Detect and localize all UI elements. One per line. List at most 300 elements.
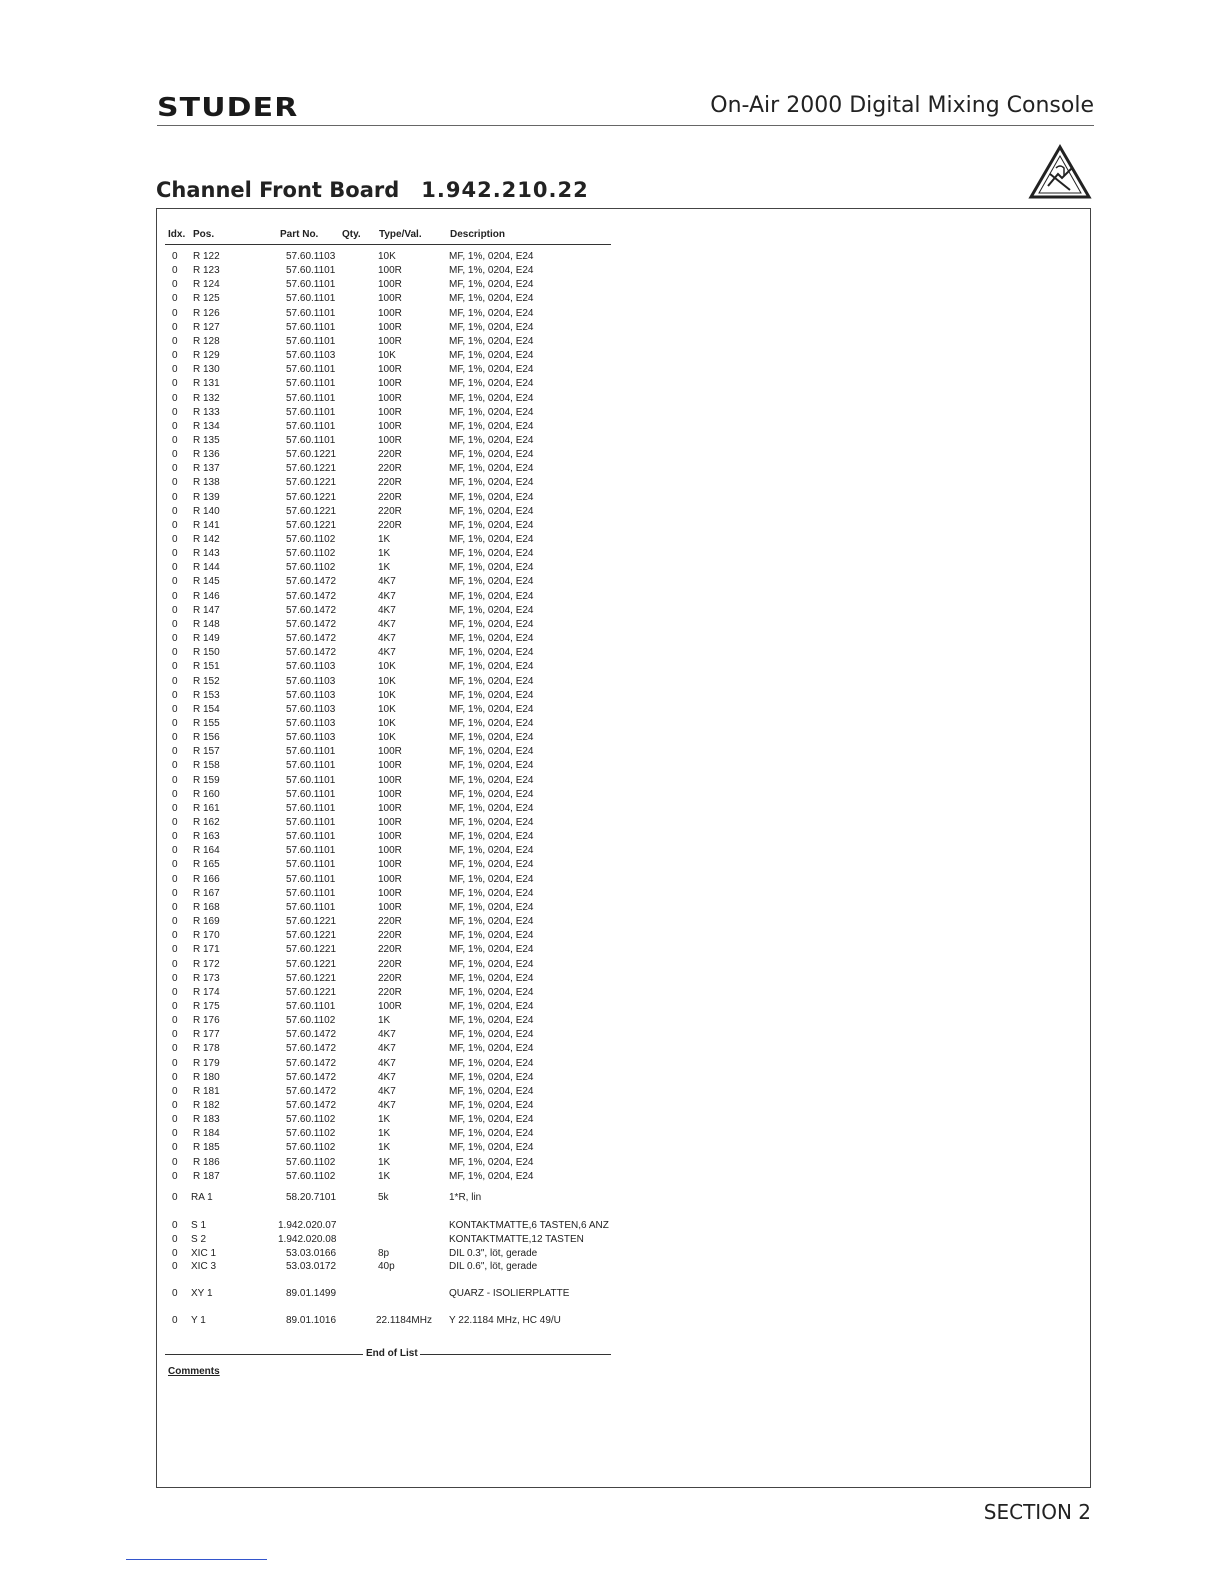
cell-pos: R 155 [193, 717, 220, 729]
cell-type: 100R [378, 901, 402, 913]
cell-idx: 0 [172, 251, 178, 262]
board-name: Channel Front Board [156, 178, 400, 202]
section-label: SECTION 2 [983, 1500, 1091, 1524]
cell-type: 100R [378, 265, 402, 277]
cell-idx: 0 [172, 562, 178, 574]
cell-idx: 0 [172, 1043, 178, 1055]
col-header-idx: Idx. [168, 229, 186, 240]
cell-part: 57.60.1472 [286, 647, 337, 659]
cell-idx: 0 [172, 335, 178, 347]
cell-idx: 0 [172, 1029, 178, 1041]
cell-part: 1.942.020.08 [278, 1234, 337, 1245]
cell-type: 1K [378, 1015, 391, 1027]
cell-part: 57.60.1102 [286, 1170, 336, 1182]
cell-pos: R 164 [193, 845, 220, 857]
cell-pos: R 127 [193, 321, 220, 333]
cell-pos: XY 1 [191, 1288, 213, 1299]
cell-part: 53.03.0166 [286, 1248, 337, 1259]
cell-desc: MF, 1%, 0204, E24 [449, 293, 534, 305]
cell-pos: R 184 [193, 1128, 220, 1140]
cell-desc: DIL 0.6", löt, gerade [449, 1261, 538, 1272]
cell-pos: R 187 [193, 1170, 220, 1182]
cell-part: 57.60.1101 [286, 378, 336, 390]
cell-part: 57.60.1221 [286, 930, 337, 942]
cell-desc: MF, 1%, 0204, E24 [449, 534, 534, 545]
cell-desc: MF, 1%, 0204, E24 [449, 944, 534, 956]
cell-type: 220R [378, 930, 402, 942]
cell-part: 57.60.1472 [286, 1100, 337, 1111]
cell-desc: MF, 1%, 0204, E24 [449, 505, 534, 517]
cell-idx: 0 [172, 958, 178, 970]
cell-part: 57.60.1102 [286, 534, 336, 545]
cell-pos: R 125 [193, 293, 220, 305]
cell-pos: R 159 [193, 774, 220, 786]
cell-type: 100R [378, 392, 402, 404]
cell-pos: Y 1 [191, 1315, 206, 1326]
cell-type: 220R [378, 972, 402, 984]
cell-pos: S 2 [191, 1234, 207, 1245]
cell-pos: RA 1 [191, 1192, 213, 1203]
cell-part: 57.60.1101 [286, 1000, 336, 1012]
cell-type: 10K [378, 675, 396, 687]
cell-part: 57.60.1221 [286, 916, 337, 928]
cell-desc: Y 22.1184 MHz, HC 49/U [449, 1315, 561, 1326]
cell-pos: R 139 [193, 491, 220, 503]
cell-part: 57.60.1101 [286, 817, 336, 828]
cell-desc: MF, 1%, 0204, E24 [449, 321, 534, 333]
cell-type: 100R [378, 774, 402, 786]
cell-idx: 0 [172, 1261, 178, 1272]
cell-idx: 0 [172, 859, 178, 871]
cell-part: 57.60.1101 [286, 293, 336, 305]
cell-idx: 0 [172, 675, 178, 687]
cell-pos: R 137 [193, 463, 220, 475]
cell-type: 4K7 [378, 1100, 396, 1111]
cell-desc: MF, 1%, 0204, E24 [449, 831, 534, 843]
cell-pos: R 181 [193, 1085, 220, 1097]
cell-part: 57.60.1102 [286, 548, 336, 560]
cell-pos: R 123 [193, 265, 220, 277]
cell-pos: R 134 [193, 420, 220, 432]
cell-idx: 0 [172, 788, 178, 800]
cell-desc: MF, 1%, 0204, E24 [449, 746, 534, 758]
cell-idx: 0 [172, 491, 178, 503]
cell-desc: MF, 1%, 0204, E24 [449, 251, 534, 262]
cell-type: 100R [378, 321, 402, 333]
cell-type: 100R [378, 364, 402, 376]
cell-type: 100R [378, 845, 402, 857]
cell-idx: 0 [172, 689, 178, 701]
cell-part: 57.60.1221 [286, 519, 337, 531]
cell-type: 4K7 [378, 1071, 396, 1083]
cell-idx: 0 [172, 378, 178, 390]
cell-type: 220R [378, 519, 402, 531]
cell-idx: 0 [172, 463, 178, 475]
cell-type: 22.1184MHz [376, 1315, 432, 1326]
cell-part: 57.60.1101 [286, 406, 336, 418]
cell-idx: 0 [172, 307, 178, 319]
cell-pos: R 132 [193, 392, 220, 404]
cell-desc: MF, 1%, 0204, E24 [449, 1029, 534, 1041]
esd-warning-icon [1028, 144, 1092, 200]
cell-pos: R 162 [193, 817, 220, 828]
cell-desc: MF, 1%, 0204, E24 [449, 1128, 534, 1140]
cell-type: 100R [378, 420, 402, 432]
cell-idx: 0 [172, 449, 178, 461]
cell-part: 57.60.1103 [286, 732, 336, 744]
cell-pos: XIC 3 [191, 1261, 217, 1272]
cell-part: 57.60.1101 [286, 265, 336, 277]
cell-part: 57.60.1472 [286, 576, 337, 588]
board-number: 1.942.210.22 [421, 178, 589, 202]
cell-type: 4K7 [378, 1085, 396, 1097]
cell-idx: 0 [172, 265, 178, 277]
cell-type: 100R [378, 746, 402, 758]
cell-idx: 0 [172, 944, 178, 956]
cell-type: 1K [378, 1170, 391, 1182]
cell-idx: 0 [172, 406, 178, 418]
cell-part: 57.60.1101 [286, 420, 336, 432]
cell-type: 100R [378, 859, 402, 871]
cell-type: 220R [378, 958, 402, 970]
cell-type: 4K7 [378, 604, 396, 616]
cell-part: 57.60.1102 [286, 1142, 336, 1154]
cell-part: 57.60.1101 [286, 335, 336, 347]
cell-type: 100R [378, 817, 402, 828]
cell-desc: MF, 1%, 0204, E24 [449, 689, 534, 701]
cell-type: 10K [378, 703, 396, 715]
cell-part: 57.60.1103 [286, 717, 336, 729]
cell-desc: MF, 1%, 0204, E24 [449, 590, 534, 602]
cell-type: 220R [378, 477, 402, 489]
cell-part: 1.942.020.07 [278, 1220, 337, 1231]
cell-type: 8p [378, 1248, 390, 1259]
cell-type: 100R [378, 293, 402, 305]
cell-type: 1K [378, 562, 391, 574]
cell-part: 57.60.1103 [286, 675, 336, 687]
cell-idx: 0 [172, 916, 178, 928]
cell-pos: R 176 [193, 1015, 220, 1027]
cell-desc: MF, 1%, 0204, E24 [449, 887, 534, 899]
cell-idx: 0 [172, 321, 178, 333]
cell-idx: 0 [172, 548, 178, 560]
cell-type: 100R [378, 802, 402, 814]
cell-type: 220R [378, 916, 402, 928]
cell-idx: 0 [172, 831, 178, 843]
cell-type: 10K [378, 350, 396, 362]
cell-pos: R 126 [193, 307, 220, 319]
cell-type: 1K [378, 1156, 391, 1168]
col-header-desc: Description [450, 229, 506, 240]
end-of-list-label: End of List [366, 1348, 418, 1359]
cell-idx: 0 [172, 534, 178, 545]
cell-pos: R 129 [193, 350, 220, 362]
cell-desc: MF, 1%, 0204, E24 [449, 1156, 534, 1168]
cell-desc: MF, 1%, 0204, E24 [449, 307, 534, 319]
cell-part: 57.60.1101 [286, 321, 336, 333]
cell-part: 57.60.1102 [286, 1015, 336, 1027]
cell-type: 1K [378, 1142, 391, 1154]
cell-type: 10K [378, 717, 396, 729]
cell-idx: 0 [172, 1288, 178, 1299]
cell-pos: R 182 [193, 1100, 220, 1111]
cell-idx: 0 [172, 774, 178, 786]
cell-part: 57.60.1221 [286, 491, 337, 503]
cell-part: 89.01.1016 [286, 1315, 337, 1326]
cell-idx: 0 [172, 703, 178, 715]
cell-type: 100R [378, 760, 402, 772]
cell-type: 100R [378, 887, 402, 899]
cell-desc: MF, 1%, 0204, E24 [449, 873, 534, 885]
cell-idx: 0 [172, 477, 178, 489]
cell-type: 100R [378, 378, 402, 390]
cell-pos: R 150 [193, 647, 220, 659]
cell-part: 57.60.1102 [286, 1128, 336, 1140]
cell-idx: 0 [172, 519, 178, 531]
cell-idx: 0 [172, 618, 178, 630]
cell-part: 57.60.1472 [286, 633, 337, 645]
cell-part: 57.60.1101 [286, 774, 336, 786]
cell-pos: R 179 [193, 1057, 220, 1069]
cell-desc: MF, 1%, 0204, E24 [449, 661, 534, 673]
cell-pos: R 138 [193, 477, 220, 489]
cell-desc: MF, 1%, 0204, E24 [449, 406, 534, 418]
cell-desc: MF, 1%, 0204, E24 [449, 576, 534, 588]
cell-pos: R 180 [193, 1071, 220, 1083]
cell-desc: MF, 1%, 0204, E24 [449, 420, 534, 432]
cell-type: 220R [378, 944, 402, 956]
cell-part: 53.03.0172 [286, 1261, 337, 1272]
cell-pos: R 136 [193, 449, 220, 461]
cell-pos: R 156 [193, 732, 220, 744]
document-title: On-Air 2000 Digital Mixing Console [710, 93, 1094, 118]
cell-pos: R 165 [193, 859, 220, 871]
cell-idx: 0 [172, 873, 178, 885]
cell-pos: R 171 [193, 944, 220, 956]
cell-desc: QUARZ - ISOLIERPLATTE [449, 1288, 570, 1299]
cell-idx: 0 [172, 930, 178, 942]
cell-part: 57.60.1101 [286, 831, 336, 843]
cell-part: 57.60.1101 [286, 434, 336, 446]
cell-desc: MF, 1%, 0204, E24 [449, 958, 534, 970]
cell-idx: 0 [172, 604, 178, 616]
cell-pos: R 146 [193, 590, 220, 602]
cell-part: 57.60.1472 [286, 1029, 337, 1041]
cell-idx: 0 [172, 1100, 178, 1111]
cell-part: 57.60.1221 [286, 944, 337, 956]
cell-pos: R 178 [193, 1043, 220, 1055]
cell-desc: MF, 1%, 0204, E24 [449, 1100, 534, 1111]
cell-desc: MF, 1%, 0204, E24 [449, 817, 534, 828]
cell-pos: R 144 [193, 562, 220, 574]
cell-desc: MF, 1%, 0204, E24 [449, 916, 534, 928]
cell-type: 100R [378, 307, 402, 319]
cell-pos: R 141 [193, 519, 220, 531]
cell-pos: R 167 [193, 887, 220, 899]
cell-pos: R 147 [193, 604, 220, 616]
col-header-part: Part No. [280, 229, 319, 240]
cell-part: 57.60.1101 [286, 307, 336, 319]
cell-pos: R 122 [193, 251, 220, 262]
cell-idx: 0 [172, 1114, 178, 1126]
cell-type: 10K [378, 661, 396, 673]
cell-pos: R 170 [193, 930, 220, 942]
cell-type: 10K [378, 732, 396, 744]
cell-part: 57.60.1472 [286, 1071, 337, 1083]
cell-idx: 0 [172, 350, 178, 362]
cell-desc: MF, 1%, 0204, E24 [449, 434, 534, 446]
cell-pos: R 158 [193, 760, 220, 772]
cell-desc: MF, 1%, 0204, E24 [449, 562, 534, 574]
cell-part: 57.60.1103 [286, 661, 336, 673]
cell-desc: MF, 1%, 0204, E24 [449, 548, 534, 560]
cell-idx: 0 [172, 420, 178, 432]
cell-idx: 0 [172, 434, 178, 446]
cell-idx: 0 [172, 647, 178, 659]
cell-part: 57.60.1101 [286, 760, 336, 772]
cell-pos: R 135 [193, 434, 220, 446]
cell-idx: 0 [172, 1234, 178, 1245]
cell-part: 57.60.1103 [286, 689, 336, 701]
cell-part: 57.60.1101 [286, 746, 336, 758]
cell-part: 57.60.1472 [286, 1057, 337, 1069]
cell-type: 1K [378, 548, 391, 560]
cell-desc: MF, 1%, 0204, E24 [449, 618, 534, 630]
cell-type: 4K7 [378, 1057, 396, 1069]
cell-part: 57.60.1101 [286, 901, 336, 913]
studer-logo: STUDER [157, 93, 299, 123]
cell-part: 57.60.1472 [286, 1085, 337, 1097]
cell-type: 4K7 [378, 1029, 396, 1041]
cell-desc: MF, 1%, 0204, E24 [449, 392, 534, 404]
cell-part: 57.60.1101 [286, 887, 336, 899]
cell-desc: MF, 1%, 0204, E24 [449, 703, 534, 715]
cell-pos: R 172 [193, 958, 220, 970]
cell-pos: R 161 [193, 802, 220, 814]
cell-idx: 0 [172, 1071, 178, 1083]
cell-part: 57.60.1101 [286, 859, 336, 871]
cell-type: 4K7 [378, 1043, 396, 1055]
cell-part: 58.20.7101 [286, 1192, 337, 1203]
cell-pos: R 166 [193, 873, 220, 885]
cell-desc: MF, 1%, 0204, E24 [449, 647, 534, 659]
cell-idx: 0 [172, 293, 178, 305]
cell-part: 57.60.1103 [286, 251, 336, 262]
cell-type: 10K [378, 251, 396, 262]
cell-part: 57.60.1221 [286, 958, 337, 970]
header-divider [157, 125, 1094, 126]
cell-desc: MF, 1%, 0204, E24 [449, 802, 534, 814]
cell-pos: R 168 [193, 901, 220, 913]
cell-pos: R 128 [193, 335, 220, 347]
cell-desc: 1*R, lin [449, 1192, 482, 1203]
footer-link-line [126, 1559, 267, 1560]
cell-part: 57.60.1103 [286, 350, 336, 362]
cell-desc: MF, 1%, 0204, E24 [449, 449, 534, 461]
cell-type: 1K [378, 1128, 391, 1140]
cell-idx: 0 [172, 392, 178, 404]
cell-pos: R 163 [193, 831, 220, 843]
cell-pos: R 142 [193, 534, 220, 545]
cell-desc: MF, 1%, 0204, E24 [449, 1142, 534, 1154]
end-of-list [165, 1348, 611, 1360]
cell-idx: 0 [172, 732, 178, 744]
cell-pos: R 174 [193, 986, 220, 998]
cell-part: 57.60.1221 [286, 505, 337, 517]
cell-part: 57.60.1101 [286, 845, 336, 857]
cell-idx: 0 [172, 717, 178, 729]
cell-desc: MF, 1%, 0204, E24 [449, 675, 534, 687]
cell-idx: 0 [172, 1128, 178, 1140]
cell-type: 220R [378, 491, 402, 503]
cell-idx: 0 [172, 1220, 178, 1231]
cell-desc: MF, 1%, 0204, E24 [449, 335, 534, 347]
cell-pos: R 175 [193, 1000, 220, 1012]
cell-idx: 0 [172, 1057, 178, 1069]
cell-type: 100R [378, 434, 402, 446]
cell-idx: 0 [172, 1192, 178, 1203]
cell-desc: MF, 1%, 0204, E24 [449, 930, 534, 942]
cell-desc: MF, 1%, 0204, E24 [449, 859, 534, 871]
cell-part: 57.60.1102 [286, 562, 336, 574]
cell-idx: 0 [172, 802, 178, 814]
cell-part: 57.60.1221 [286, 463, 337, 475]
cell-idx: 0 [172, 1142, 178, 1154]
cell-idx: 0 [172, 986, 178, 998]
cell-desc: MF, 1%, 0204, E24 [449, 1071, 534, 1083]
cell-pos: R 157 [193, 746, 220, 758]
cell-pos: XIC 1 [191, 1248, 217, 1259]
cell-desc: MF, 1%, 0204, E24 [449, 760, 534, 772]
cell-desc: MF, 1%, 0204, E24 [449, 463, 534, 475]
cell-type: 4K7 [378, 576, 396, 588]
cell-idx: 0 [172, 633, 178, 645]
cell-type: 4K7 [378, 618, 396, 630]
cell-idx: 0 [172, 1085, 178, 1097]
cell-idx: 0 [172, 746, 178, 758]
cell-type: 10K [378, 689, 396, 701]
cell-part: 57.60.1472 [286, 590, 337, 602]
cell-desc: MF, 1%, 0204, E24 [449, 1057, 534, 1069]
cell-desc: MF, 1%, 0204, E24 [449, 378, 534, 390]
cell-desc: MF, 1%, 0204, E24 [449, 1085, 534, 1097]
cell-idx: 0 [172, 1170, 178, 1182]
cell-idx: 0 [172, 817, 178, 828]
cell-desc: MF, 1%, 0204, E24 [449, 519, 534, 531]
cell-pos: S 1 [191, 1220, 207, 1231]
cell-type: 1K [378, 534, 391, 545]
cell-idx: 0 [172, 845, 178, 857]
cell-part: 57.60.1472 [286, 604, 337, 616]
cell-pos: R 186 [193, 1156, 220, 1168]
cell-desc: MF, 1%, 0204, E24 [449, 491, 534, 503]
cell-part: 57.60.1103 [286, 703, 336, 715]
cell-idx: 0 [172, 505, 178, 517]
cell-idx: 0 [172, 1315, 178, 1326]
cell-desc: MF, 1%, 0204, E24 [449, 265, 534, 277]
col-header-qty: Qty. [342, 229, 361, 240]
cell-part: 57.60.1221 [286, 477, 337, 489]
col-header-pos: Pos. [193, 229, 215, 240]
cell-desc: MF, 1%, 0204, E24 [449, 845, 534, 857]
cell-type: 220R [378, 449, 402, 461]
cell-idx: 0 [172, 576, 178, 588]
cell-type: 5k [378, 1192, 389, 1203]
cell-desc: MF, 1%, 0204, E24 [449, 717, 534, 729]
cell-desc: KONTAKTMATTE,12 TASTEN [449, 1234, 584, 1245]
cell-type: 100R [378, 873, 402, 885]
cell-pos: R 140 [193, 505, 220, 517]
